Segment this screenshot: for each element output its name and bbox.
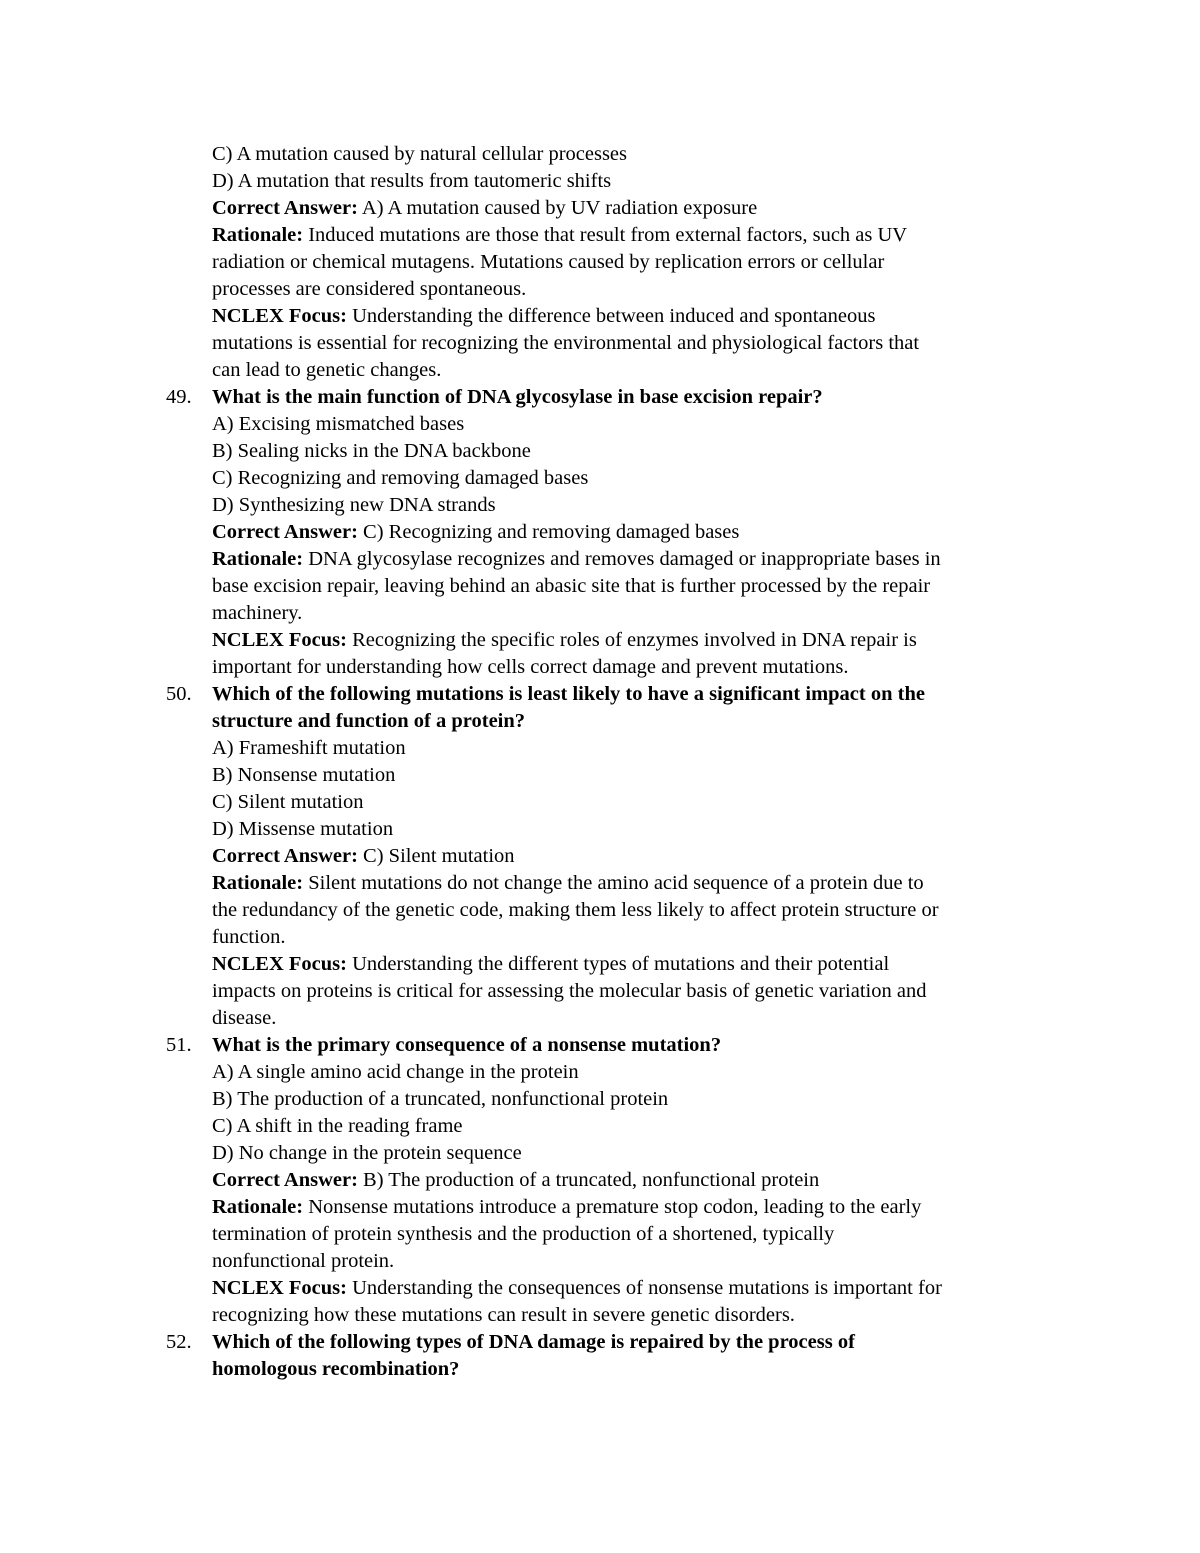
- nclex-label: NCLEX Focus:: [212, 305, 347, 327]
- rationale-text: termination of protein synthesis and the production of a shortened, typically: [212, 1223, 835, 1245]
- nclex-label: NCLEX Focus:: [212, 629, 347, 651]
- rationale-text: Silent mutations do not change the amino acid sequence of a protein due to: [308, 872, 924, 894]
- question-text: homologous recombination?: [212, 1358, 460, 1380]
- rationale-text: processes are considered spontaneous.: [212, 278, 527, 300]
- question-text: What is the primary consequence of a nonsense mutation?: [212, 1034, 722, 1056]
- rationale-text: machinery.: [212, 602, 303, 624]
- nclex-focus: [212, 303, 1066, 330]
- nclex-text: recognizing how these mutations can result in severe genetic disorders.: [212, 1304, 795, 1326]
- question-number: 51.: [166, 1034, 192, 1056]
- question-stem: [166, 1329, 1066, 1356]
- nclex-focus: [212, 951, 1066, 978]
- rationale-text: function.: [212, 926, 286, 948]
- question-number: 49.: [166, 386, 192, 408]
- answer-option: B) Sealing nicks in the DNA backbone: [212, 440, 531, 462]
- lead-block: [166, 141, 1066, 384]
- nclex-text: mutations is essential for recognizing the environmental and physiological factors that: [212, 332, 920, 354]
- answer-option: A) A single amino acid change in the protein: [212, 1061, 579, 1083]
- nclex-text: Understanding the consequences of nonsense mutations is important for: [352, 1277, 942, 1299]
- rationale-text: Induced mutations are those that result from external factors, such as UV: [308, 224, 908, 246]
- answer-option: A) Excising mismatched bases: [212, 413, 465, 435]
- question-stem: [166, 1032, 1066, 1059]
- question-50: [166, 681, 1066, 1032]
- correct-answer: [212, 843, 1066, 870]
- correct-answer-text: C) Recognizing and removing damaged bases: [363, 521, 740, 543]
- correct-answer-label: Correct Answer:: [212, 1169, 358, 1191]
- question-51: [166, 1032, 1066, 1329]
- answer-option: D) No change in the protein sequence: [212, 1142, 522, 1164]
- question-text: structure and function of a protein?: [212, 710, 526, 732]
- rationale-label: Rationale:: [212, 872, 304, 894]
- correct-answer-label: Correct Answer:: [212, 521, 358, 543]
- nclex-text: Recognizing the specific roles of enzymes involved in DNA repair is: [352, 629, 917, 651]
- answer-option: C) A shift in the reading frame: [212, 1115, 463, 1137]
- nclex-text: impacts on proteins is critical for assessing the molecular basis of genetic variation and: [212, 980, 927, 1002]
- page-content: [166, 141, 1066, 1383]
- answer-option: B) Nonsense mutation: [212, 764, 396, 786]
- question-text: Which of the following mutations is least likely to have a significant impact on the: [212, 683, 925, 705]
- answer-option: C) A mutation caused by natural cellular processes: [212, 143, 628, 165]
- correct-answer: [212, 195, 1066, 222]
- answer-option: D) A mutation that results from tautomeric shifts: [212, 170, 612, 192]
- rationale-text: the redundancy of the genetic code, making them less likely to affect protein structure or: [212, 899, 939, 921]
- nclex-label: NCLEX Focus:: [212, 1277, 347, 1299]
- rationale-text: DNA glycosylase recognizes and removes damaged or inappropriate bases in: [308, 548, 941, 570]
- correct-answer-text: C) Silent mutation: [363, 845, 515, 867]
- rationale-label: Rationale:: [212, 224, 304, 246]
- nclex-text: Understanding the difference between induced and spontaneous: [352, 305, 876, 327]
- nclex-label: NCLEX Focus:: [212, 953, 347, 975]
- rationale: [212, 222, 1066, 249]
- question-text: What is the main function of DNA glycosylase in base excision repair?: [212, 386, 823, 408]
- correct-answer: [212, 1167, 1066, 1194]
- answer-option: C) Recognizing and removing damaged bases: [212, 467, 589, 489]
- rationale: [212, 1194, 1066, 1221]
- question-number: 50.: [166, 683, 192, 705]
- rationale-text: Nonsense mutations introduce a premature stop codon, leading to the early: [308, 1196, 922, 1218]
- rationale-text: nonfunctional protein.: [212, 1250, 395, 1272]
- rationale-text: radiation or chemical mutagens. Mutations caused by replication errors or cellular: [212, 251, 885, 273]
- correct-answer-text: B) The production of a truncated, nonfunctional protein: [363, 1169, 820, 1191]
- rationale: [212, 870, 1066, 897]
- rationale-label: Rationale:: [212, 548, 304, 570]
- nclex-text: Understanding the different types of mutations and their potential: [352, 953, 890, 975]
- question-text: Which of the following types of DNA damage is repaired by the process of: [212, 1331, 855, 1353]
- question-stem: [166, 384, 1066, 411]
- correct-answer-text: A) A mutation caused by UV radiation exposure: [361, 197, 758, 219]
- correct-answer-label: Correct Answer:: [212, 845, 358, 867]
- answer-option: D) Missense mutation: [212, 818, 394, 840]
- nclex-focus: [212, 627, 1066, 654]
- correct-answer-label: Correct Answer:: [212, 197, 358, 219]
- answer-option: D) Synthesizing new DNA strands: [212, 494, 496, 516]
- correct-answer: [212, 519, 1066, 546]
- answer-option: C) Silent mutation: [212, 791, 364, 813]
- question-52: [166, 1329, 1066, 1383]
- question-49: [166, 384, 1066, 681]
- nclex-text: important for understanding how cells correct damage and prevent mutations.: [212, 656, 849, 678]
- nclex-focus: [212, 1275, 1066, 1302]
- question-number: 52.: [166, 1331, 192, 1353]
- rationale-text: base excision repair, leaving behind an abasic site that is further processed by the repair: [212, 575, 931, 597]
- answer-option: A) Frameshift mutation: [212, 737, 406, 759]
- nclex-text: can lead to genetic changes.: [212, 359, 442, 381]
- answer-option: B) The production of a truncated, nonfunctional protein: [212, 1088, 669, 1110]
- rationale-label: Rationale:: [212, 1196, 304, 1218]
- nclex-text: disease.: [212, 1007, 277, 1029]
- question-stem: [166, 681, 1066, 708]
- rationale: [212, 546, 1066, 573]
